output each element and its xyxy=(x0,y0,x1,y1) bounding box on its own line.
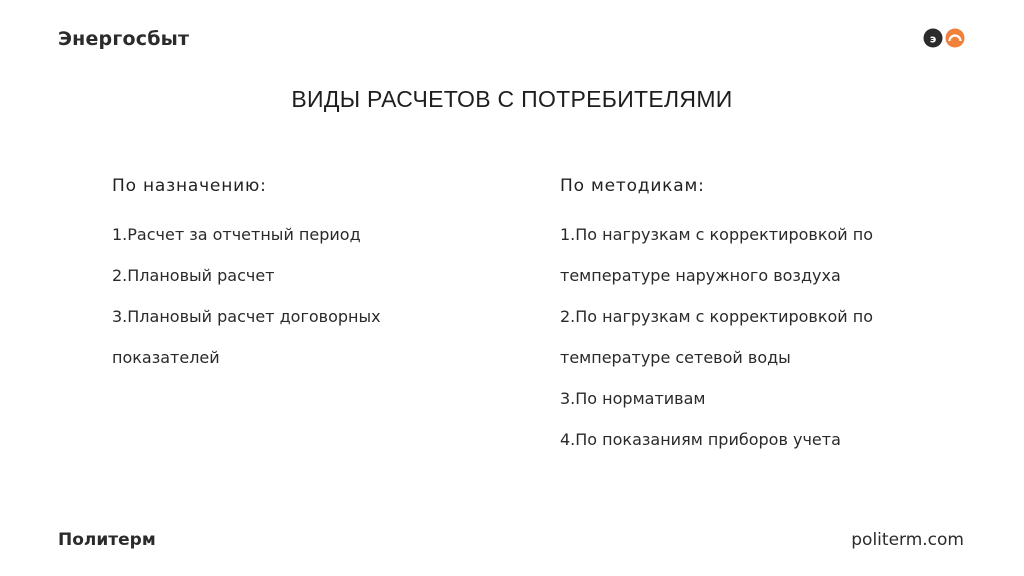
energosbyt-logo-icon xyxy=(922,27,966,49)
list-item: температуре наружного воздуха xyxy=(560,266,841,285)
list-item: 3.Плановый расчет договорных xyxy=(112,307,381,326)
list-item: 2.По нагрузкам с корректировкой по xyxy=(560,307,874,326)
list-item: 3.По нормативам xyxy=(560,389,706,408)
list-item: 4.По показаниям приборов учета xyxy=(560,430,841,449)
svg-text:э: э xyxy=(929,32,937,46)
right-column xyxy=(560,172,960,460)
right-column-heading: По методикам: xyxy=(560,176,705,196)
list-item: показателей xyxy=(112,348,220,367)
footer-website-link[interactable]: politerm.com xyxy=(851,530,964,550)
footer-brand: Политерм xyxy=(58,530,156,550)
brand-logo-text: Энергосбыт xyxy=(58,28,190,50)
list-item: 1.По нагрузкам с корректировкой по xyxy=(560,225,874,244)
list-item: 2.Плановый расчет xyxy=(112,266,275,285)
left-column-heading: По назначению: xyxy=(112,176,267,196)
page-title: ВИДЫ РАСЧЕТОВ С ПОТРЕБИТЕЛЯМИ xyxy=(291,86,733,112)
list-item: температуре сетевой воды xyxy=(560,348,791,367)
left-column xyxy=(112,172,492,378)
list-item: 1.Расчет за отчетный период xyxy=(112,225,361,244)
